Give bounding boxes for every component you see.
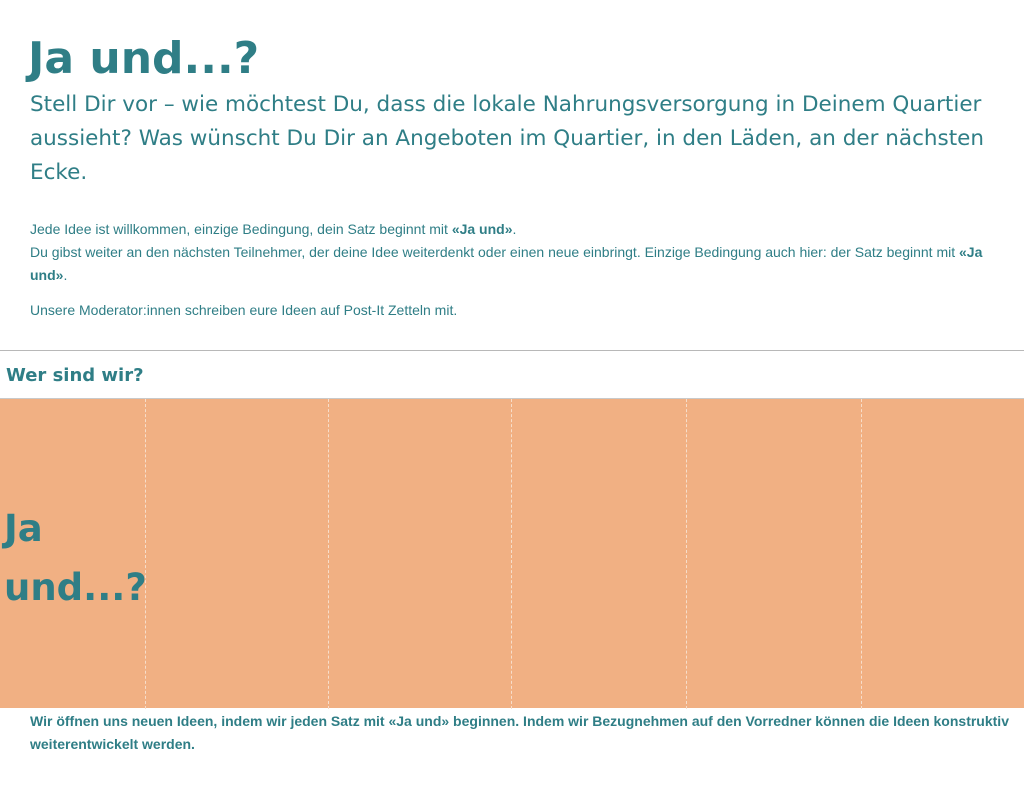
column-divider: [686, 399, 687, 709]
band-heading-line-1: Ja: [4, 507, 43, 550]
instruction-line-2-end: .: [63, 267, 68, 283]
page-subtitle: Stell Dir vor – wie möchtest Du, dass die lokale Nahrungsversorgung in Deinem Quartier aussieht? Was wünscht Du Dir an Angeboten im Quartier, in den Läden, an der nächsten Ecke.: [30, 92, 984, 185]
instruction-line-1-end: .: [512, 221, 517, 237]
column-divider: [861, 399, 862, 709]
instructions-block: [30, 218, 1015, 322]
column-divider: [328, 399, 329, 709]
page-title: Ja und...?: [28, 33, 260, 84]
section-heading: Wer sind wir?: [6, 365, 144, 386]
section-divider: [0, 350, 1024, 351]
instruction-line-1-text: Jede Idee ist willkommen, einzige Bedingung, dein Satz beginnt mit: [30, 221, 452, 237]
orange-band: [0, 398, 1024, 708]
instruction-line-2-emphasis: «Ja und»: [30, 244, 983, 283]
band-heading-line-2: und...?: [4, 566, 147, 609]
column-divider: [511, 399, 512, 709]
instruction-line-1-emphasis: «Ja und»: [451, 221, 513, 237]
instruction-line-2-text: Du gibst weiter an den nächsten Teilnehmer, der deine Idee weiterdenkt oder einen neue einbringt. Einzige Bedingung auch hier: der Satz beginnt mit: [30, 244, 960, 260]
band-heading: [4, 499, 147, 617]
instruction-line-1: [30, 218, 1015, 241]
instruction-line-2: [30, 241, 1015, 287]
footer-text: Wir öffnen uns neuen Ideen, indem wir jeden Satz mit «Ja und» beginnen. Indem wir Bezugnehmen auf den Vorredner können die Ideen konstruktiv weiterentwickelt werden.: [30, 713, 1009, 752]
instruction-line-3: Unsere Moderator:innen schreiben eure Ideen auf Post-It Zetteln mit.: [30, 302, 458, 318]
